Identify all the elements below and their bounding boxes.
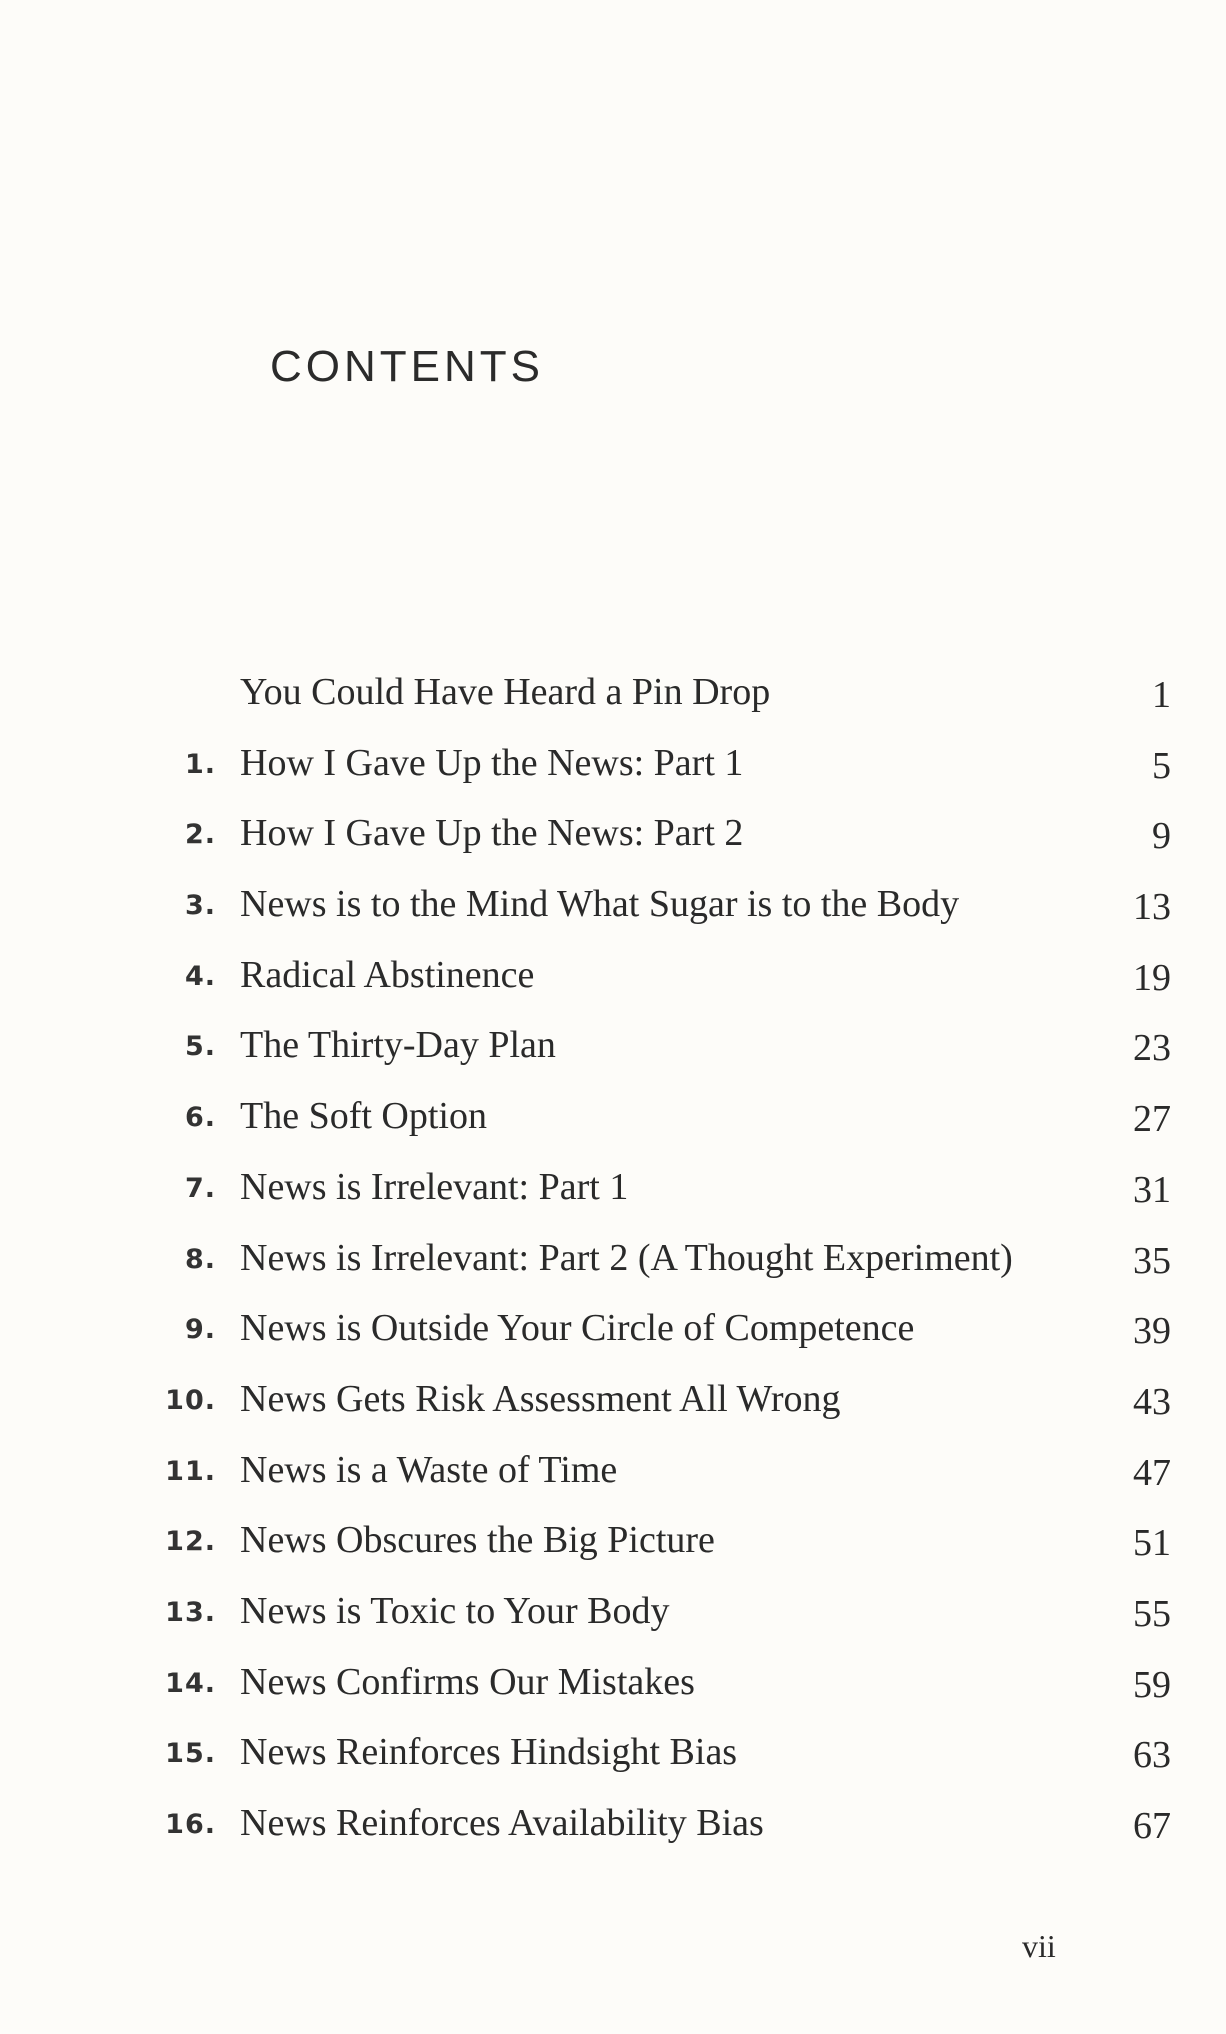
- entry-page-number: 67: [1133, 1805, 1171, 1847]
- toc-entry: [0, 1589, 1226, 1660]
- entry-title: You Could Have Heard a Pin Drop: [240, 671, 771, 713]
- entry-title: The Thirty-Day Plan: [240, 1024, 556, 1067]
- toc-entry: [0, 1094, 1226, 1165]
- entry-title: News is to the Mind What Sugar is to the Body: [240, 883, 960, 926]
- entry-page-number: 63: [1133, 1734, 1171, 1777]
- entry-number: 16.: [165, 1809, 216, 1840]
- toc-entry: [0, 1306, 1226, 1377]
- entry-page-number: 31: [1133, 1168, 1171, 1211]
- entry-page-number: 5: [1152, 744, 1171, 787]
- entry-page-number: 51: [1133, 1522, 1171, 1565]
- entry-title: News Reinforces Hindsight Bias: [240, 1731, 738, 1774]
- toc-entry: [0, 1801, 1226, 1872]
- toc-entry: [0, 1023, 1226, 1094]
- toc-entry: [0, 741, 1226, 812]
- page-folio: vii: [1022, 1928, 1056, 1964]
- page-title: CONTENTS: [270, 342, 544, 391]
- entry-number: 15.: [165, 1738, 216, 1770]
- entry-number: 1.: [184, 748, 216, 780]
- toc-list: [0, 670, 1226, 1872]
- entry-page-number: 55: [1133, 1592, 1171, 1635]
- toc-entry: [0, 1660, 1226, 1731]
- entry-number: 4.: [184, 960, 216, 992]
- entry-title: News Obscures the Big Picture: [240, 1519, 715, 1562]
- entry-number: 3.: [184, 890, 216, 922]
- entry-number: 13.: [165, 1596, 216, 1628]
- entry-number: 9.: [184, 1314, 216, 1346]
- entry-page-number: 35: [1133, 1239, 1171, 1282]
- toc-entry: [0, 1730, 1226, 1801]
- entry-page-number: 47: [1133, 1451, 1171, 1494]
- entry-number: 7.: [184, 1172, 216, 1204]
- toc-entry: [0, 1236, 1226, 1307]
- entry-title: Radical Abstinence: [240, 953, 535, 996]
- toc-entry: [0, 670, 1226, 741]
- entry-page-number: 59: [1133, 1663, 1171, 1706]
- entry-page-number: 27: [1133, 1098, 1171, 1141]
- toc-entry: [0, 1165, 1226, 1236]
- entry-page-number: 23: [1133, 1027, 1171, 1070]
- entry-title: How I Gave Up the News: Part 1: [240, 741, 744, 784]
- entry-number: 5.: [184, 1031, 216, 1063]
- toc-entry: [0, 1448, 1226, 1519]
- toc-entry: [0, 1518, 1226, 1589]
- toc-entry: [0, 882, 1226, 953]
- entry-page-number: 19: [1133, 956, 1171, 999]
- entry-title: News is Toxic to Your Body: [240, 1589, 670, 1632]
- entry-title: News is a Waste of Time: [240, 1448, 618, 1491]
- toc-entry: [0, 811, 1226, 882]
- entry-number: 12.: [165, 1526, 216, 1558]
- entry-page-number: 43: [1133, 1380, 1171, 1423]
- entry-title: News is Irrelevant: Part 2 (A Thought Experiment): [240, 1236, 1013, 1279]
- entry-title: The Soft Option: [240, 1095, 487, 1138]
- entry-number: 14.: [165, 1667, 216, 1699]
- entry-title: News is Outside Your Circle of Competence: [240, 1307, 915, 1350]
- entry-page-number: 39: [1133, 1310, 1171, 1353]
- entry-title: News is Irrelevant: Part 1: [240, 1165, 629, 1208]
- entry-number: 11.: [165, 1455, 216, 1487]
- entry-page-number: 13: [1133, 886, 1171, 929]
- toc-entry: [0, 953, 1226, 1024]
- entry-number: 10.: [165, 1384, 216, 1416]
- entry-title: News Reinforces Availability Bias: [240, 1802, 764, 1844]
- entry-number: 6.: [184, 1102, 216, 1134]
- entry-page-number: 9: [1152, 815, 1171, 858]
- entry-number: 8.: [184, 1243, 216, 1275]
- entry-title: News Gets Risk Assessment All Wrong: [240, 1377, 841, 1420]
- entry-number: 2.: [184, 819, 216, 851]
- entry-title: How I Gave Up the News: Part 2: [240, 812, 744, 855]
- toc-entry: [0, 1377, 1226, 1448]
- entry-page-number: 1: [1152, 674, 1171, 716]
- entry-title: News Confirms Our Mistakes: [240, 1660, 695, 1703]
